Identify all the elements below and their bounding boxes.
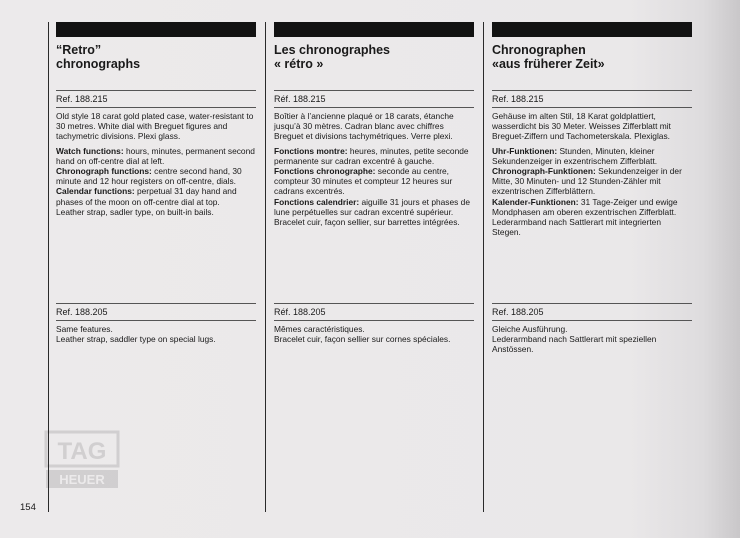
page-number: 154 xyxy=(20,502,36,513)
description: Same features. Leather strap, saddler type on special lugs. xyxy=(56,324,216,345)
column-german xyxy=(492,22,692,355)
column-title: Les chronographes « rétro » xyxy=(274,43,390,71)
divider xyxy=(274,107,474,108)
column-french xyxy=(274,22,474,344)
description: Gehäuse im alten Stil, 18 Karat goldplattiert, wasserdicht bis 30 Meter. Weisses Zifferblatt mit Breguet-Ziffern und Tachometerskala. Plexiglas. Uhr-Funktionen: Stunden, Minuten, kleiner Sekundenzeiger in exzentrischem Zifferblatt. Chronograph-Funktionen: Sekundenzeiger in der Mitte, 30 Minuten- und 12 Stunden-Zähler mit exzentrischen Zifferblättern. Kalender-Funktionen: 31 Tage-Zeiger und ewige Mondphasen am oberen exzentrischen Zifferblatt. Lederarmband nach Sattlerart mit integrierten Stegen. xyxy=(492,111,682,238)
reference-number: Ref. 188.215 xyxy=(56,94,108,104)
divider xyxy=(56,90,256,91)
divider xyxy=(274,320,474,321)
description: Mêmes caractéristiques. Bracelet cuir, façon sellier sur cornes spéciales. xyxy=(274,324,451,345)
reference-number: Réf. 188.215 xyxy=(274,94,326,104)
reference-number: Ref. 188.205 xyxy=(56,307,108,317)
header-bar xyxy=(56,22,256,37)
column-english xyxy=(56,22,256,344)
divider xyxy=(56,320,256,321)
column-title: “Retro” chronographs xyxy=(56,43,141,71)
column-title: Chronographen «aus früherer Zeit» xyxy=(492,43,605,71)
reference-number: Ref. 188.205 xyxy=(492,307,544,317)
header-bar xyxy=(492,22,692,37)
column-divider xyxy=(483,22,484,512)
divider xyxy=(492,320,692,321)
divider xyxy=(274,303,474,304)
reference-number: Ref. 188.215 xyxy=(492,94,544,104)
divider xyxy=(56,303,256,304)
column-divider xyxy=(265,22,266,512)
reference-number: Réf. 188.205 xyxy=(274,307,326,317)
divider xyxy=(492,303,692,304)
divider xyxy=(492,107,692,108)
divider xyxy=(492,90,692,91)
tag-heuer-watermark-logo xyxy=(44,430,120,490)
description: Gleiche Ausführung. Lederarmband nach Sattlerart mit speziellen Anstössen. xyxy=(492,324,657,355)
header-bar xyxy=(274,22,474,37)
description: Boîtier à l’ancienne plaqué or 18 carats, étanche jusqu’à 30 mètres. Cadran blanc avec chiffres Breguet et divisions tachymétriques. Verre plexi. Fonctions montre: heures, minutes, petite seconde permanente sur cadran excentré à gauche. Fonctions chronographe: seconde au centre, compteur 30 minutes et compteur 12 heures sur cadrans excentrés. Fonctions calendrier: aiguille 31 jours et phases de lune perpétuelles sur cadran excentré supérieur. Bracelet cuir, façon sellier, sur barrettes intégrées. xyxy=(274,111,470,228)
svg-text:HEUER: HEUER xyxy=(59,472,105,487)
divider xyxy=(56,107,256,108)
description: Old style 18 carat gold plated case, water-resistant to 30 metres. White dial with Breguet figures and tachymetric divisions. Plexi glass. Watch functions: hours, minutes, permanent second hand on off-centre dial at left. Chronograph functions: centre second hand, 30 minute and 12 hour registers on off-centre, dials. Calendar functions: perpetual 31 day hand and phases of the moon on off-centre dial at top. Leather strap, sadler type, on built-in bails. xyxy=(56,111,255,217)
divider xyxy=(274,90,474,91)
svg-text:TAG: TAG xyxy=(57,438,107,465)
